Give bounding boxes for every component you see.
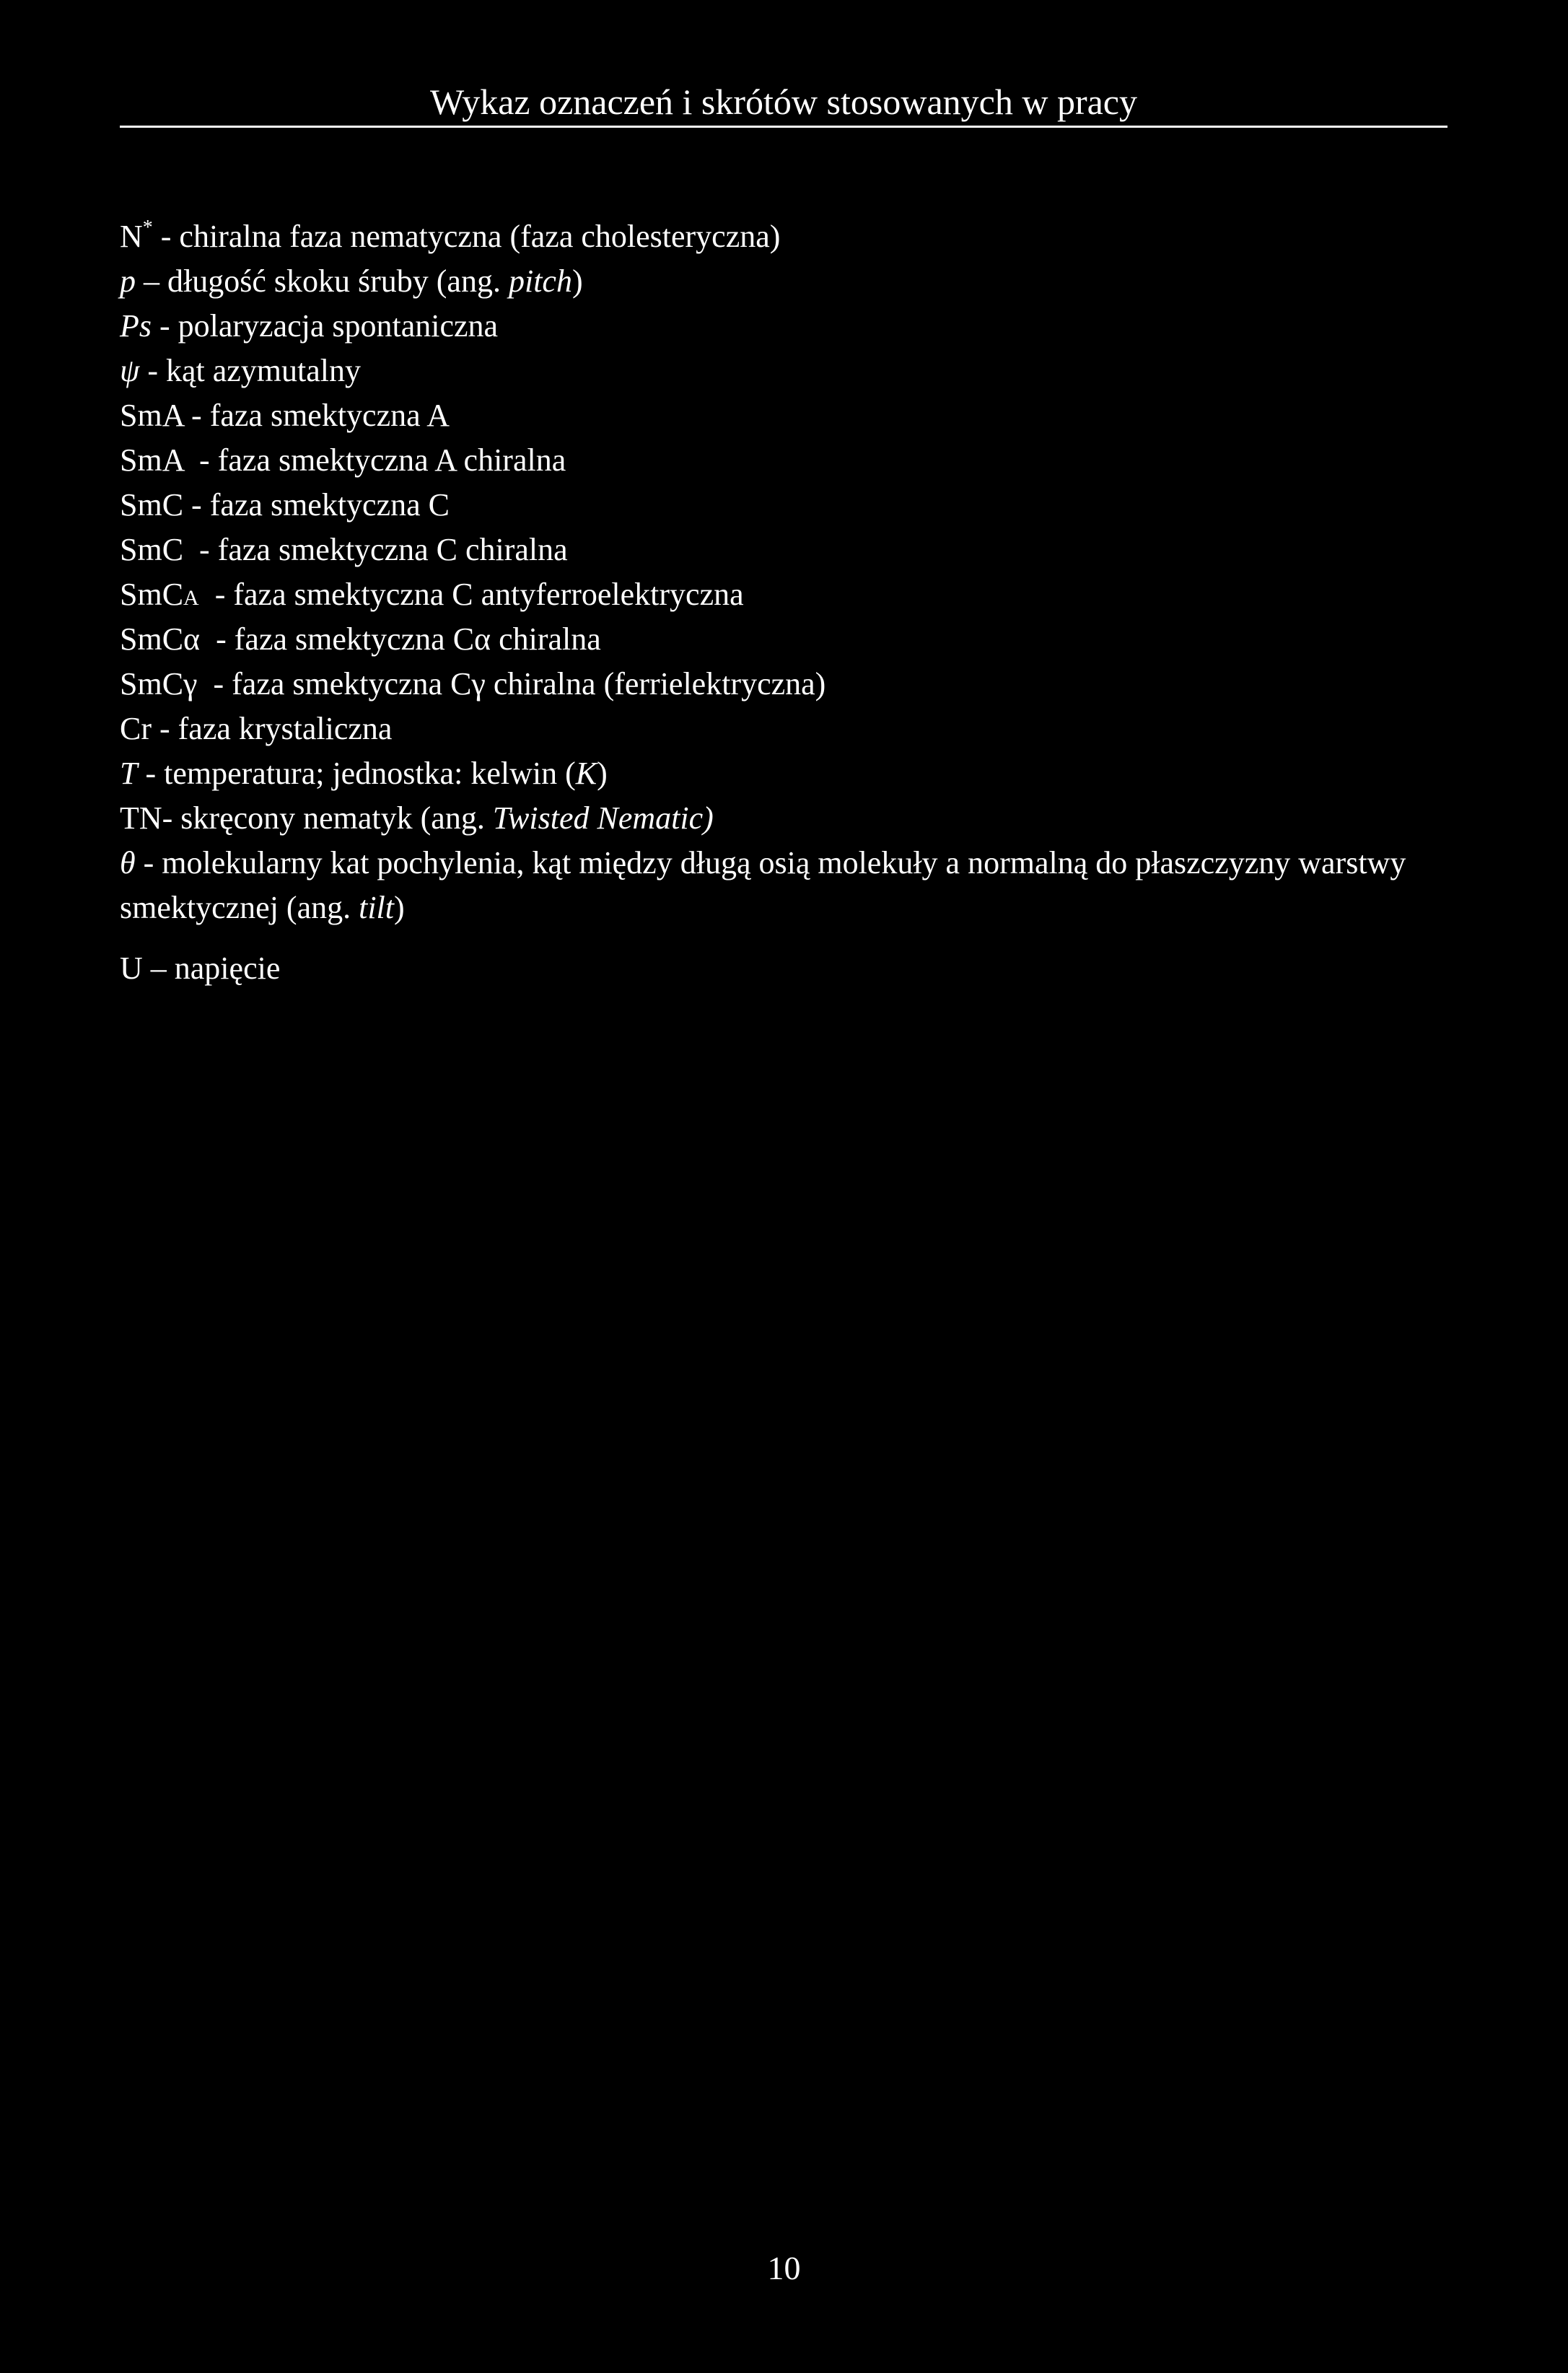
entry-symbol: TN <box>120 800 162 836</box>
entry-description: - chiralna faza nematyczna (faza cholesteryczna) <box>152 219 781 254</box>
entry-description: - faza smektyczna C chiralna <box>183 532 568 567</box>
entry-n-star <box>120 214 1462 259</box>
entry-smc-gamma <box>120 662 1462 707</box>
entry-symbol: SmC <box>120 577 184 612</box>
entry-t <box>120 751 1462 796</box>
entry-symbol: N <box>120 219 143 254</box>
entry-description: - faza smektyczna C <box>183 487 450 523</box>
abbreviation-list <box>120 214 1462 991</box>
entry-superscript: * <box>142 217 153 239</box>
entry-psi <box>120 349 1462 393</box>
entry-description: - skręcony nematyk (ang. <box>162 800 493 836</box>
entry-theta <box>120 841 1462 930</box>
entry-tail: ) <box>571 263 583 299</box>
entry-symbol: U <box>120 950 143 986</box>
entry-subscript: A <box>183 586 199 610</box>
entry-description: - faza smektyczna Cγ chiralna (ferrielektryczna) <box>197 666 826 702</box>
entry-ps <box>120 304 1462 349</box>
entry-description: - molekularny kat pochylenia, kąt między długą osią molekuły a normalną do płaszczyzny warstwy smektycznej (ang. <box>120 845 1406 925</box>
entry-description: - faza smektyczna A <box>183 398 450 433</box>
entry-symbol: SmA <box>120 398 184 433</box>
entry-symbol: θ <box>120 845 136 880</box>
entry-cr <box>120 707 1462 751</box>
entry-sma <box>120 393 1462 438</box>
entry-description: - temperatura; jednostka: kelwin ( <box>137 756 576 791</box>
entry-symbol: Ps <box>120 308 152 344</box>
entry-symbol: Cr <box>120 711 152 746</box>
entry-smc <box>120 483 1462 528</box>
entry-description: - kąt azymutalny <box>139 353 361 388</box>
entry-tail: ) <box>394 890 405 925</box>
entry-term: K <box>575 756 597 791</box>
entry-smca <box>120 572 1462 617</box>
entry-description: – długość skoku śruby (ang. <box>136 263 509 299</box>
entry-term: tilt <box>359 890 395 925</box>
entry-symbol: SmA <box>120 442 184 478</box>
entry-description: - polaryzacja spontaniczna <box>152 308 499 344</box>
entry-symbol: SmC <box>120 532 184 567</box>
entry-symbol: p <box>120 263 136 299</box>
entry-symbol: ψ <box>120 353 140 388</box>
header-rule <box>120 126 1447 128</box>
running-header: Wykaz oznaczeń i skrótów stosowanych w pracy <box>430 82 1137 122</box>
entry-symbol: SmCα <box>120 621 201 657</box>
entry-description: - faza krystaliczna <box>152 711 393 746</box>
entry-symbol: T <box>120 756 138 791</box>
entry-description: - faza smektyczna Cα chiralna <box>200 621 601 657</box>
entry-sma-chiral <box>120 438 1462 483</box>
entry-term: Twisted Nematic) <box>492 800 714 836</box>
entry-description: - faza smektyczna C antyferroelektryczna <box>198 577 744 612</box>
entry-tn <box>120 796 1462 841</box>
entry-symbol: SmCγ <box>120 666 198 702</box>
entry-symbol: SmC <box>120 487 184 523</box>
entry-tail: ) <box>597 756 608 791</box>
entry-smc-alpha <box>120 617 1462 662</box>
entry-u <box>120 946 1462 991</box>
page-number: 10 <box>767 2250 801 2286</box>
entry-description: - faza smektyczna A chiralna <box>183 442 566 478</box>
entry-description: – napięcie <box>142 950 281 986</box>
entry-p <box>120 259 1462 304</box>
entry-smc-chiral <box>120 528 1462 572</box>
entry-term: pitch <box>508 263 572 299</box>
